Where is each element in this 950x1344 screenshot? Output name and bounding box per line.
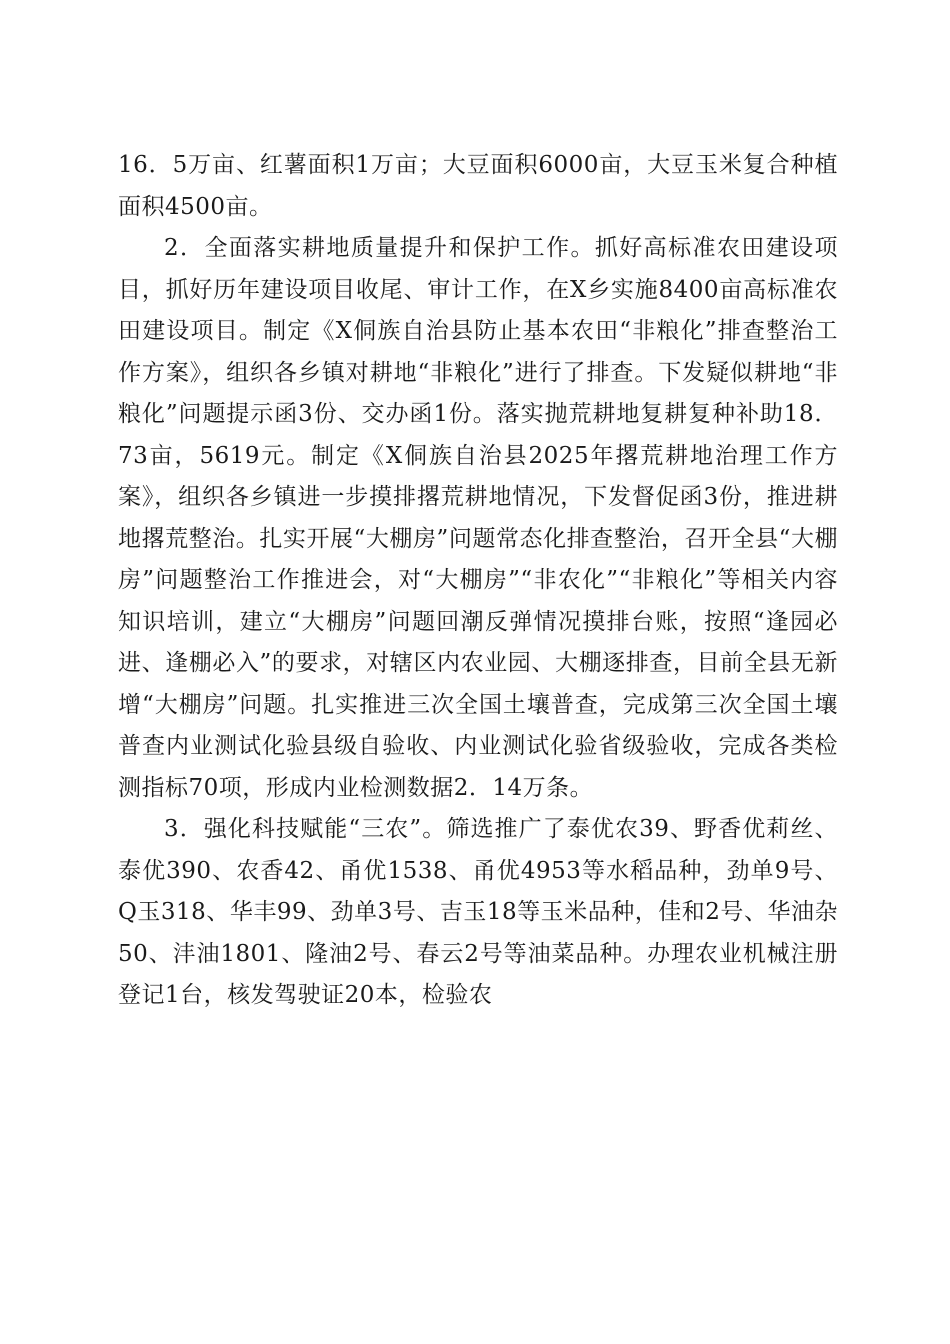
paragraph-3-technology: 3．强化科技赋能“三农”。筛选推广了泰优农39、野香优莉丝、泰优390、农香42、甬优1538、甬优4953等水稻品种，劲单9号、Q玉318、华丰99、劲单3号、吉玉18等玉米品种，佳和2号、华油杂50、沣油1801、隆油2号、春云2号等油菜品种。办理农业机械注册登记1台，核发驾驶证20本，检验农 <box>118 816 838 1008</box>
document-body <box>118 145 838 1017</box>
paragraph-2-farmland-quality: 2．全面落实耕地质量提升和保护工作。抓好高标准农田建设项目，抓好历年建设项目收尾、审计工作，在X乡实施8400亩高标准农田建设项目。制定《X侗族自治县防止基本农田“非粮化”排查整治工作方案》，组织各乡镇对耕地“非粮化”进行了排查。下发疑似耕地“非粮化”问题提示函3份、交办函1份。落实抛荒耕地复耕复种补助18．73亩，5619元。制定《X侗族自治县2025年撂荒耕地治理工作方案》，组织各乡镇进一步摸排撂荒耕地情况，下发督促函3份，推进耕地撂荒整治。扎实开展“大棚房”问题常态化排查整治，召开全县“大棚房”问题整治工作推进会，对“大棚房”“非农化”“非粮化”等相关内容知识培训，建立“大棚房”问题回潮反弹情况摸排台账，按照“逢园必进、逢棚必入”的要求，对辖区内农业园、大棚逐排查，目前全县无新增“大棚房”问题。扎实推进三次全国土壤普查，完成第三次全国土壤普查内业测试化验县级自验收、内业测试化验省级验收，完成各类检测指标70项，形成内业检测数据2．14万条。 <box>118 235 838 801</box>
paragraph-continuation: 16．5万亩、红薯面积1万亩；大豆面积6000亩，大豆玉米复合种植面积4500亩。 <box>118 152 838 220</box>
